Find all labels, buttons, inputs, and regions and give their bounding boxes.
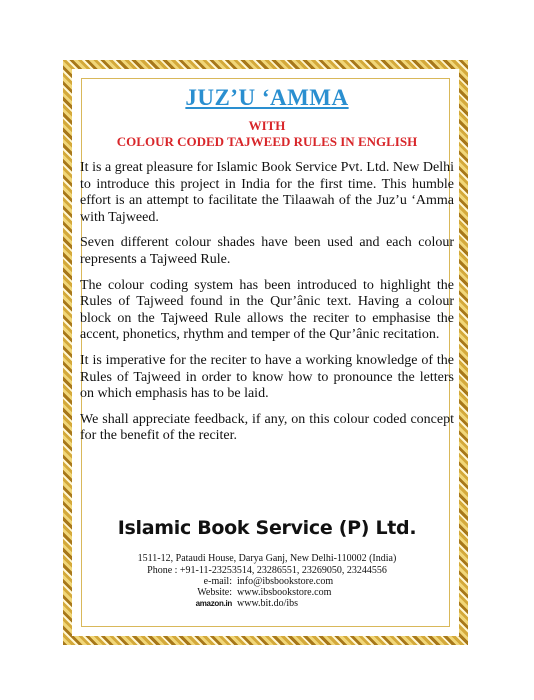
website-value[interactable]: www.ibsbookstore.com bbox=[237, 587, 332, 598]
page-title: JUZ’U ‘AMMA bbox=[185, 85, 349, 110]
paragraph-1: It is a great pleasure for Islamic Book Service Pvt. Ltd. New Delhi to introduce this project in India for the first time. This humble effort is an attempt to facilitate the Tilaawah of the Juz’u ‘Amma with Tajweed. bbox=[80, 160, 454, 225]
paragraph-5: We shall appreciate feedback, if any, on this colour coded concept for the benefit of the reciter. bbox=[80, 411, 454, 444]
email-value[interactable]: info@ibsbookstore.com bbox=[237, 576, 334, 587]
publisher-phone: Phone : +91-11-23253514, 23286551, 23269050, 23244556 bbox=[147, 565, 387, 576]
publisher-address: 1511-12, Pataudi House, Darya Ganj, New Delhi-110002 (India) bbox=[137, 553, 397, 564]
email-row bbox=[187, 576, 333, 587]
subtitle-colour-coded: COLOUR CODED TAJWEED RULES IN ENGLISH bbox=[116, 134, 418, 149]
website-label: Website: bbox=[197, 587, 232, 598]
amazon-logo: amazon.in bbox=[195, 599, 232, 608]
paragraph-4: It is imperative for the reciter to have a working knowledge of the Rules of Tajweed in order to know how to pronounce the letters on which emphasis has to be laid. bbox=[80, 352, 454, 402]
body-text bbox=[80, 160, 454, 454]
amazon-value[interactable]: www.bit.do/ibs bbox=[237, 598, 299, 609]
amazon-row bbox=[187, 598, 333, 609]
subtitle-with: WITH bbox=[248, 118, 286, 133]
email-label: e-mail: bbox=[203, 576, 232, 587]
paragraph-3: The colour coding system has been introduced to highlight the Rules of Tajweed found in the Qur’ânic text. Having a colour block on the Tajweed Rule allows the reciter to emphasise the accent, phonetics, rhythm and temper of the Qur’ânic recitation. bbox=[80, 277, 454, 343]
website-row bbox=[187, 587, 333, 598]
publisher-logo: Islamic Book Service (P) Ltd. bbox=[117, 517, 417, 539]
contact-block bbox=[187, 576, 333, 609]
paragraph-2: Seven different colour shades have been used and each colour represents a Tajweed Rule. bbox=[80, 235, 454, 267]
